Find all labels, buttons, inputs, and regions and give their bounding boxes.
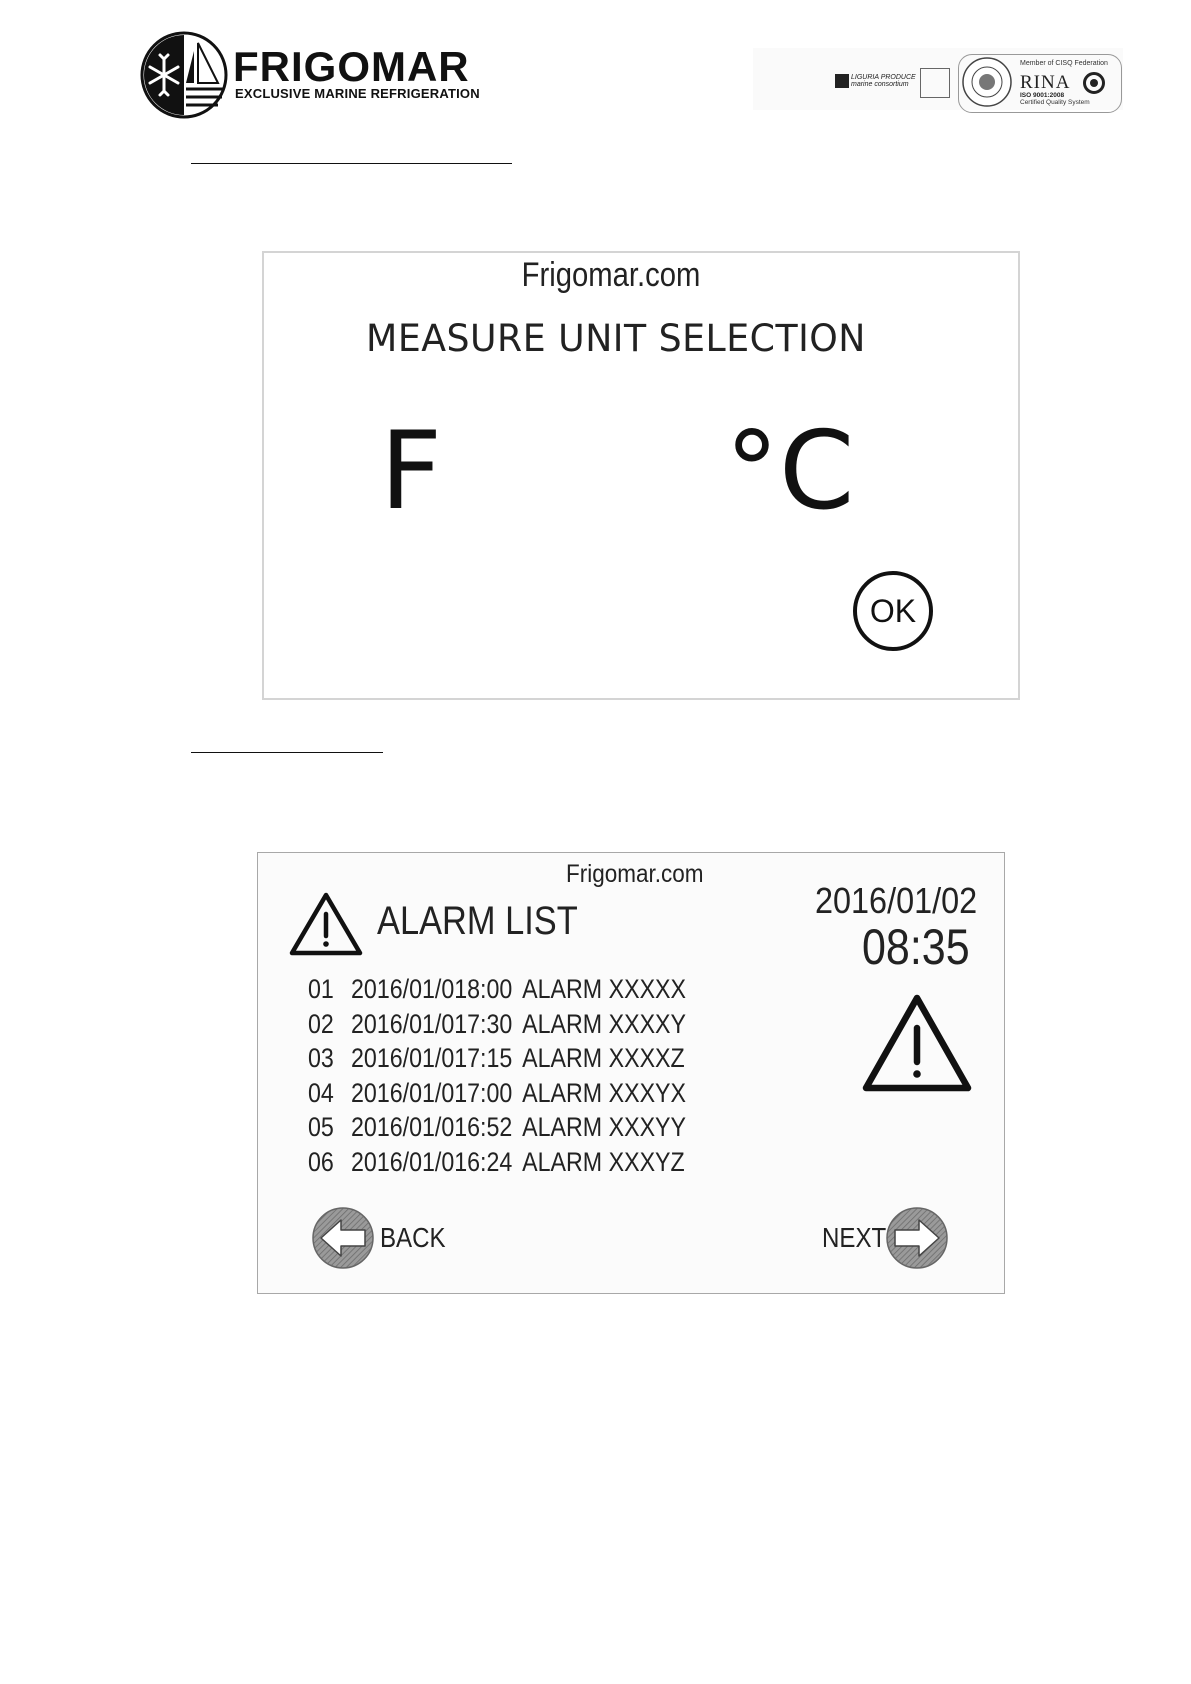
screen-title: MEASURE UNIT SELECTION [366,317,866,360]
ucina-badge-icon [920,68,950,98]
rina-member-text: Member of CISQ Federation [1020,60,1108,67]
warning-triangle-icon [862,994,972,1094]
alarm-time: 6:24 [467,1146,513,1177]
alarm-number: 02 [308,1008,334,1039]
alarm-name: ALARM XXXYZ [522,1146,685,1177]
back-button[interactable]: BACK [380,1222,446,1253]
alarm-number: 05 [308,1112,334,1143]
alarm-date: 2016/01/01 [351,974,468,1004]
alarm-time: 7:15 [467,1043,513,1074]
alarm-number: 03 [308,1043,334,1074]
cisq-circle-icon [1083,72,1105,94]
ok-button-label: OK [869,592,917,629]
current-date: 2016/01/02 [815,880,978,921]
arrow-right-circle-icon[interactable] [885,1206,949,1270]
arrow-left-circle-icon[interactable] [311,1206,375,1270]
alarm-date: 2016/01/01 [351,1008,468,1039]
frigomar-logo-icon [140,31,228,119]
alarm-number: 01 [308,974,334,1004]
alarm-date: 2016/01/01 [351,1077,468,1108]
alarm-time: 8:00 [467,974,513,1004]
alarm-number: 06 [308,1146,334,1177]
alarm-name: ALARM XXXYX [522,1077,687,1108]
alarm-name: ALARM XXXYY [522,1112,687,1143]
screen-title: ALARM LIST [377,899,578,943]
brand-tagline: EXCLUSIVE MARINE REFRIGERATION [235,86,480,101]
alarm-time: 6:52 [467,1112,513,1143]
liguria-produce-label: LIGURIA PRODUCE marine consortium [851,74,916,88]
iso-text: ISO 9001:2008 [1020,92,1065,99]
alarm-name: ALARM XXXXX [522,974,687,1004]
next-button[interactable]: NEXT [822,1222,887,1253]
section-rule-1 [191,163,512,164]
fahrenheit-option[interactable]: F [380,409,443,534]
site-label: Frigomar.com [521,256,701,294]
alarm-time: 7:00 [467,1077,513,1108]
section-rule-2 [191,752,383,753]
alarm-name: ALARM XXXXY [522,1008,687,1039]
alarm-date: 2016/01/01 [351,1146,468,1177]
alarm-number: 04 [308,1077,334,1108]
quality-system-text: Certified Quality System [1020,99,1090,106]
celsius-option[interactable]: °C [725,409,855,534]
alarm-date: 2016/01/01 [351,1112,468,1143]
ok-button[interactable] [853,571,933,651]
alarm-name: ALARM XXXXZ [522,1043,685,1074]
warning-triangle-icon [289,891,363,957]
alarm-time: 7:30 [467,1008,513,1039]
alarm-date: 2016/01/01 [351,1043,468,1074]
liguria-produce-logo-icon [835,74,849,88]
site-label: Frigomar.com [566,860,704,888]
rina-seal-icon [961,56,1013,108]
rina-text: RINA [1020,72,1071,93]
brand-name: FRIGOMAR [233,43,470,90]
current-time: 08:35 [862,919,970,975]
